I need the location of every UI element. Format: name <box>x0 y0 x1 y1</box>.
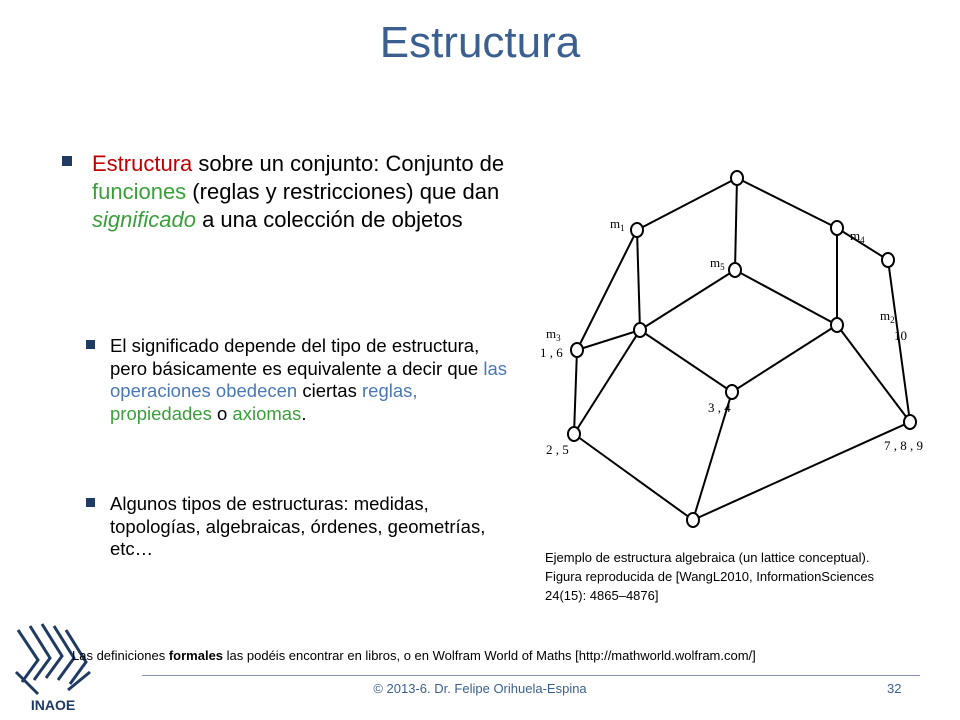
lattice-node <box>631 223 643 237</box>
lattice-node <box>726 385 738 399</box>
text-segment: o <box>211 402 233 424</box>
caption-line: 24(15): 4865–4876] <box>545 588 659 603</box>
text-segment: Las definiciones <box>72 648 169 663</box>
lattice-node <box>687 513 699 527</box>
page-number: 32 <box>887 681 902 696</box>
lattice-node <box>571 343 583 357</box>
lattice-node <box>831 318 843 332</box>
text-segment: a una colección de objetos <box>195 207 463 232</box>
lattice-node <box>634 323 646 337</box>
square-bullet-icon <box>86 340 95 349</box>
label-2-5: 2 , 5 <box>546 442 569 457</box>
text-segment: ciertas <box>297 380 362 401</box>
footer-copyright: © 2013-6. Dr. Felipe Orihuela-Espina <box>373 681 587 696</box>
caption-line: Figura reproducida de [WangL2010, InformationSciences <box>545 569 875 584</box>
term-estructura: Estructura <box>92 151 193 176</box>
label-1-6: 1 , 6 <box>540 345 563 360</box>
sub-bullet-meaning-text <box>110 335 520 425</box>
lattice-node <box>729 263 741 277</box>
figure-caption <box>545 548 925 605</box>
lattice-node <box>831 221 843 235</box>
inaoe-logo <box>8 620 98 716</box>
label-m5: $m_5$ <box>710 255 725 272</box>
term-formales: formales <box>168 648 224 663</box>
term-funciones: funciones <box>92 179 187 204</box>
square-bullet-icon <box>62 156 72 166</box>
term-significado: significado <box>92 207 196 232</box>
lattice-node <box>731 171 743 185</box>
text-segment: (reglas y restricciones) que dan <box>186 179 500 204</box>
label-m4: $m_4$ <box>850 228 865 245</box>
bullet-structure <box>62 150 522 234</box>
lattice-diagram <box>530 160 950 540</box>
sub-bullet-types-text: Algunos tipos de estructuras: medidas, topologías, algebraicas, órdenes, geometrías, etc… <box>110 493 486 559</box>
term-reglas: reglas, <box>362 380 418 401</box>
term-axiomas: axiomas <box>232 402 302 424</box>
text-segment: El significado depende del tipo de estructura, pero básicamente es equivalente a decir que <box>110 335 484 379</box>
bullet-structure-text <box>92 150 522 234</box>
label-m3: $m_3$ <box>546 326 561 343</box>
label-m2: $m_2$ <box>880 308 895 325</box>
slide-title: Estructura <box>379 18 581 67</box>
lattice-labels <box>540 216 923 457</box>
logo-text: INAOE <box>30 697 76 713</box>
label-m1: $m_1$ <box>610 216 625 233</box>
label-7-8-9: 7 , 8 , 9 <box>884 438 923 453</box>
text-segment: sobre un conjunto: Conjunto de <box>192 151 505 176</box>
text-segment: . <box>301 402 307 424</box>
label-10: 10 <box>894 328 907 343</box>
lattice-node <box>882 253 894 267</box>
term-operaciones: las operaciones obedecen <box>110 357 507 401</box>
square-bullet-icon <box>86 498 95 507</box>
term-propiedades: propiedades <box>110 402 212 424</box>
label-3-4: 3 , 4 <box>708 400 731 415</box>
sub-bullet-meaning <box>110 335 520 425</box>
sub-bullet-types <box>110 493 520 561</box>
footnote <box>72 648 912 663</box>
footer-divider <box>142 675 920 676</box>
lattice-node <box>904 415 916 429</box>
caption-line: Ejemplo de estructura algebraica (un lattice conceptual). <box>545 550 870 565</box>
lattice-node <box>568 427 580 441</box>
text-segment: las podéis encontrar en libros, o en Wolfram World of Maths [http://mathworld.wolfram.com/] <box>223 648 756 663</box>
